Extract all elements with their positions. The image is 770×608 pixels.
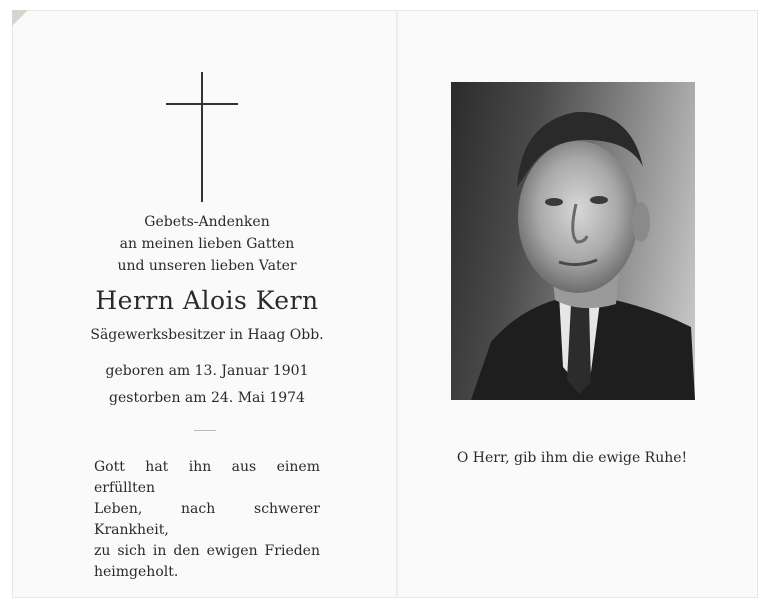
caption-prayer: O Herr, gib ihm die ewige Ruhe!	[456, 450, 688, 466]
portrait-illustration	[451, 82, 695, 400]
header-line-3: und unseren lieben Vater	[117, 258, 297, 274]
center-fold	[396, 10, 398, 598]
deceased-name: Herrn Alois Kern	[95, 286, 319, 315]
memorial-text	[94, 457, 320, 583]
death-date: gestorben am 24. Mai 1974	[109, 390, 305, 406]
birth-date: geboren am 13. Januar 1901	[105, 363, 309, 379]
memorial-text-line-3: zu sich in den ewigen Frieden	[94, 543, 320, 559]
portrait-photo	[451, 82, 695, 400]
memorial-text-line-4: heimgeholt.	[94, 564, 179, 580]
header-line-2: an meinen lieben Gatten	[119, 236, 295, 252]
folded-corner	[12, 10, 28, 26]
memorial-card	[12, 10, 758, 598]
header-line-1: Gebets-Andenken	[144, 214, 270, 230]
memorial-text-line-1: Gott hat ihn aus einem erfüllten	[94, 459, 320, 496]
memorial-text-line-2: Leben, nach schwerer Krankheit,	[94, 501, 320, 538]
divider	[194, 430, 216, 431]
occupation: Sägewerksbesitzer in Haag Obb.	[90, 327, 324, 343]
